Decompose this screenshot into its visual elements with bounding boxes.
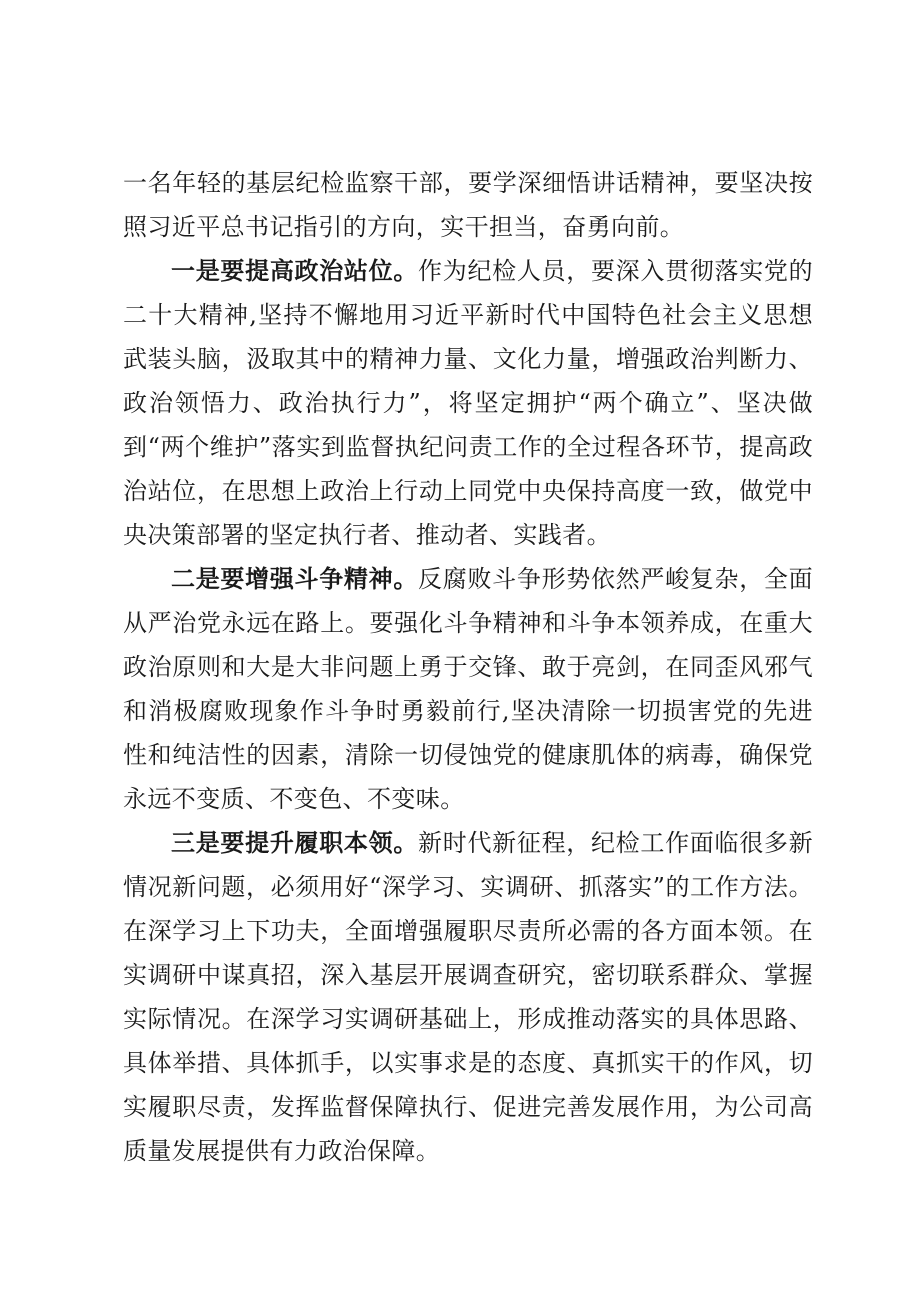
paragraph-political-stance [123,249,813,557]
paragraph-text: 新时代新征程，纪检工作面临很多新情况新问题，必须用好“深学习、实调研、抓落实”的工作方法。在深学习上下功夫，全面增强履职尽责所必需的各方面本领。在实调研中谋真招，深入基层开展调查研究，密切联系群众、掌握实际情况。在深学习实调研基础上，形成推动落实的具体思路、具体举措、具体抓手，以实事求是的态度、真抓实干的作风，切实履职尽责，发挥监督保障执行、促进完善发展作用，为公司高质量发展提供有力政治保障。 [123,829,814,1165]
paragraph-lead: 二是要增强斗争精神。 [171,564,419,593]
paragraph-lead: 一是要提高政治站位。 [171,256,419,285]
paragraph-intro [123,161,813,249]
paragraph-struggle-spirit [123,557,813,821]
document-body [123,161,813,1173]
paragraph-duty-skills [123,821,813,1173]
paragraph-text: 一名年轻的基层纪检监察干部，要学深细悟讲话精神，要坚决按照习近平总书记指引的方向，实干担当，奋勇向前。 [123,169,813,241]
paragraph-text: 反腐败斗争形势依然严峻复杂，全面从严治党永远在路上。要强化斗争精神和斗争本领养成，在重大政治原则和大是大非问题上勇于交锋、敢于亮剑，在同歪风邪气和消极腐败现象作斗争时勇毅前行,坚决清除一切损害党的先进性和纯洁性的因素，清除一切侵蚀党的健康肌体的病毒，确保党永远不变质、不变色、不变味。 [123,565,814,813]
paragraph-lead: 三是要提升履职本领。 [171,828,419,857]
paragraph-text: 作为纪检人员，要深入贯彻落实党的二十大精神,坚持不懈地用习近平新时代中国特色社会主义思想武装头脑，汲取其中的精神力量、文化力量，增强政治判断力、政治领悟力、政治执行力”，将坚定拥护“两个确立”、坚决做到“两个维护”落实到监督执纪问责工作的全过程各环节，提高政治站位，在思想上政治上行动上同党中央保持高度一致，做党中央决策部署的坚定执行者、推动者、实践者。 [123,257,814,549]
